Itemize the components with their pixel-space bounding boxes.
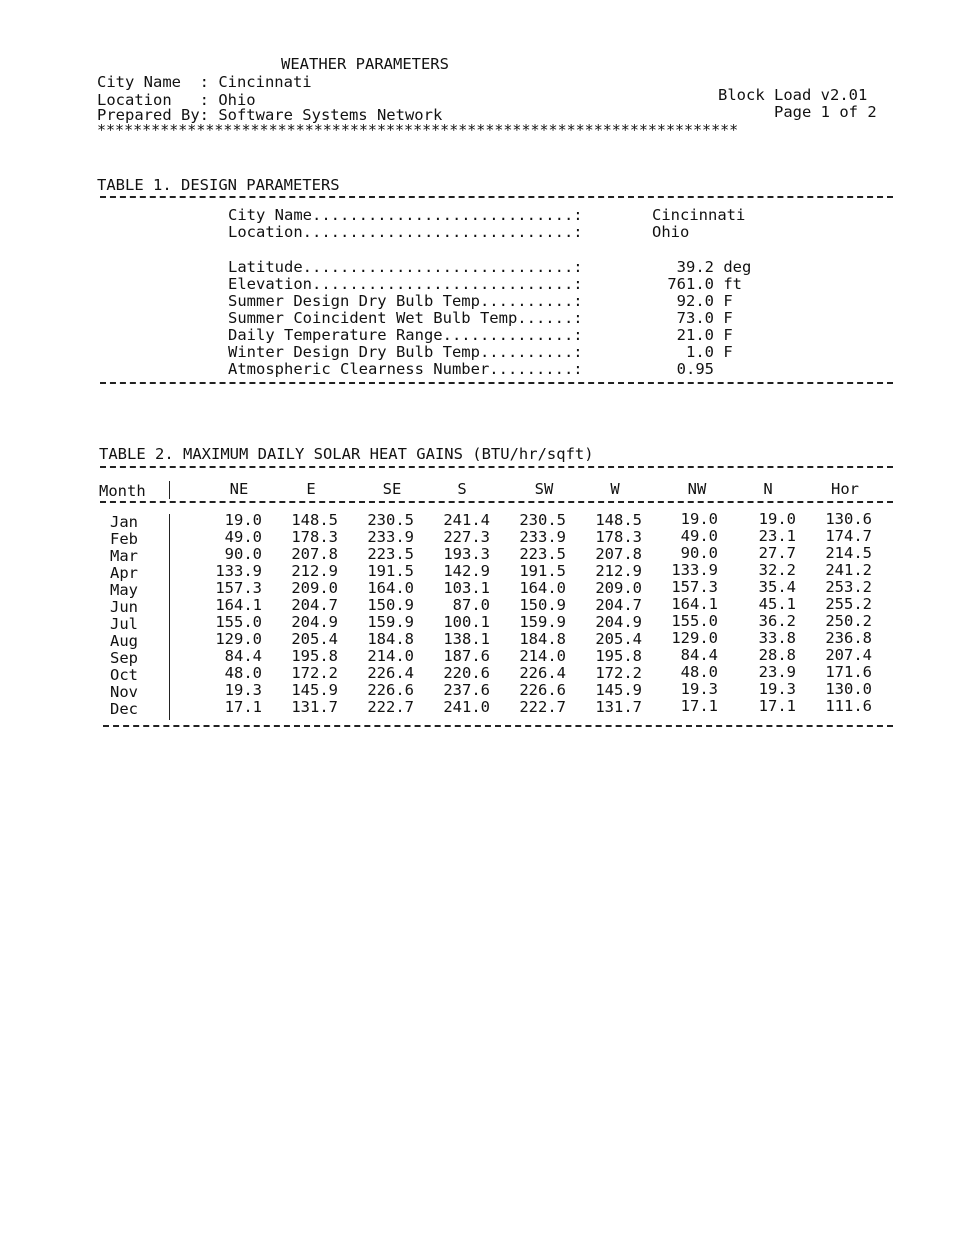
parameter-label: Summer Design Dry Bulb Temp..........: <box>228 292 583 310</box>
month-label: May <box>110 581 138 599</box>
table1-title: TABLE 1. DESIGN PARAMETERS <box>97 176 340 194</box>
parameter-row <box>228 258 788 275</box>
table-cell: 220.6 <box>443 664 490 682</box>
table-cell: 209.0 <box>291 579 338 597</box>
table-cell: 17.1 <box>224 698 262 716</box>
table-cell: 230.5 <box>519 511 566 529</box>
table-cell: 214.5 <box>825 544 872 562</box>
table-cell: 230.5 <box>367 511 414 529</box>
parameter-row <box>228 206 788 223</box>
table-cell: 129.0 <box>671 629 718 647</box>
page-number: Page 1 of 2 <box>774 103 877 121</box>
table-cell: 49.0 <box>680 527 718 545</box>
table-cell: 214.0 <box>367 647 414 665</box>
city-name-line: City Name : Cincinnati <box>97 73 312 91</box>
table-cell: 35.4 <box>758 578 796 596</box>
table-cell: 195.8 <box>595 647 642 665</box>
table-cell: 90.0 <box>224 545 262 563</box>
table-cell: 145.9 <box>291 681 338 699</box>
table-cell: 205.4 <box>291 630 338 648</box>
column-header-e: E <box>306 480 316 498</box>
table-cell: 212.9 <box>595 562 642 580</box>
table-cell: 226.4 <box>367 664 414 682</box>
header-divider <box>169 481 170 499</box>
table2-header-rule <box>100 501 893 503</box>
table-cell: 241.4 <box>443 511 490 529</box>
table-cell: 241.2 <box>825 561 872 579</box>
parameter-label: City Name............................: <box>228 206 583 224</box>
table-cell: 207.8 <box>595 545 642 563</box>
parameter-row <box>228 275 788 292</box>
table-cell: 226.4 <box>519 664 566 682</box>
table-cell: 48.0 <box>224 664 262 682</box>
table-cell: 195.8 <box>291 647 338 665</box>
table-cell: 148.5 <box>291 511 338 529</box>
table-cell: 214.0 <box>519 647 566 665</box>
table-cell: 90.0 <box>680 544 718 562</box>
table-cell: 84.4 <box>680 646 718 664</box>
table-cell: 227.3 <box>443 528 490 546</box>
table-cell: 28.8 <box>758 646 796 664</box>
table-cell: 133.9 <box>671 561 718 579</box>
table-cell: 253.2 <box>825 578 872 596</box>
table-cell: 23.9 <box>758 663 796 681</box>
month-label: Sep <box>110 649 138 667</box>
parameter-value: 73.0 F <box>658 309 733 327</box>
table-cell: 172.2 <box>291 664 338 682</box>
table-cell: 241.0 <box>443 698 490 716</box>
table-cell: 159.9 <box>367 613 414 631</box>
table-cell: 129.0 <box>215 630 262 648</box>
month-column-header: Month <box>99 482 146 500</box>
table-cell: 159.9 <box>519 613 566 631</box>
table-cell: 178.3 <box>291 528 338 546</box>
table-cell: 191.5 <box>367 562 414 580</box>
column-header-hor: Hor <box>831 480 859 498</box>
program-version: Block Load v2.01 <box>718 86 868 104</box>
month-label: Jul <box>110 615 138 633</box>
parameter-row <box>228 223 788 240</box>
parameter-label: Atmospheric Clearness Number.........: <box>228 360 583 378</box>
column-header-se: SE <box>382 480 402 498</box>
table-cell: 19.3 <box>680 680 718 698</box>
table-cell: 23.1 <box>758 527 796 545</box>
table-cell: 48.0 <box>680 663 718 681</box>
table-cell: 222.7 <box>519 698 566 716</box>
month-label: Jan <box>110 513 138 531</box>
table-cell: 204.7 <box>291 596 338 614</box>
column-header-nw: NW <box>687 480 707 498</box>
table-cell: 164.1 <box>215 596 262 614</box>
parameter-value: Cincinnati <box>652 206 746 224</box>
table-cell: 130.0 <box>825 680 872 698</box>
table-cell: 150.9 <box>519 596 566 614</box>
table-cell: 19.3 <box>224 681 262 699</box>
table-cell: 226.6 <box>367 681 414 699</box>
table-cell: 204.7 <box>595 596 642 614</box>
table-cell: 131.7 <box>291 698 338 716</box>
table-cell: 49.0 <box>224 528 262 546</box>
parameter-label: Summer Coincident Wet Bulb Temp......: <box>228 309 583 327</box>
parameter-row <box>228 309 788 326</box>
table-cell: 187.6 <box>443 647 490 665</box>
table-cell: 164.0 <box>519 579 566 597</box>
column-header-w: W <box>610 480 620 498</box>
column-header-ne: NE <box>229 480 249 498</box>
table-cell: 207.8 <box>291 545 338 563</box>
table-cell: 174.7 <box>825 527 872 545</box>
table-cell: 164.1 <box>671 595 718 613</box>
table-cell: 222.7 <box>367 698 414 716</box>
table2-bottom-rule <box>103 725 893 727</box>
table-cell: 36.2 <box>758 612 796 630</box>
parameter-label: Daily Temperature Range..............: <box>228 326 583 344</box>
table-cell: 33.8 <box>758 629 796 647</box>
month-label: Feb <box>110 530 138 548</box>
table-cell: 87.0 <box>452 596 490 614</box>
table-cell: 233.9 <box>367 528 414 546</box>
table2-title: TABLE 2. MAXIMUM DAILY SOLAR HEAT GAINS (BTU/hr/sqft) <box>99 445 594 463</box>
table-cell: 32.2 <box>758 561 796 579</box>
table2-top-rule <box>100 466 893 468</box>
table-cell: 178.3 <box>595 528 642 546</box>
table-cell: 131.7 <box>595 698 642 716</box>
parameter-value: 21.0 F <box>658 326 733 344</box>
table-cell: 100.1 <box>443 613 490 631</box>
table-cell: 205.4 <box>595 630 642 648</box>
table-cell: 19.0 <box>224 511 262 529</box>
table-cell: 150.9 <box>367 596 414 614</box>
table-cell: 103.1 <box>443 579 490 597</box>
month-divider <box>169 514 170 720</box>
table-cell: 184.8 <box>519 630 566 648</box>
parameter-label: Location.............................: <box>228 223 583 241</box>
month-label: Nov <box>110 683 138 701</box>
prepared-by-line: Prepared By: Software Systems Network <box>97 106 443 124</box>
parameter-row <box>228 326 788 343</box>
parameter-row <box>228 360 788 377</box>
parameter-label: Winter Design Dry Bulb Temp..........: <box>228 343 583 361</box>
parameter-label: Latitude.............................: <box>228 258 583 276</box>
table-cell: 19.0 <box>758 510 796 528</box>
parameter-value: 92.0 F <box>658 292 733 310</box>
table-cell: 223.5 <box>519 545 566 563</box>
table-cell: 157.3 <box>215 579 262 597</box>
table-cell: 84.4 <box>224 647 262 665</box>
column-header-n: N <box>763 480 773 498</box>
table-cell: 138.1 <box>443 630 490 648</box>
table-cell: 204.9 <box>291 613 338 631</box>
parameter-label: Elevation............................: <box>228 275 583 293</box>
table-cell: 142.9 <box>443 562 490 580</box>
month-label: Mar <box>110 547 138 565</box>
table-cell: 212.9 <box>291 562 338 580</box>
table-cell: 184.8 <box>367 630 414 648</box>
table1-bottom-rule <box>100 382 893 384</box>
month-label: Dec <box>110 700 138 718</box>
table-cell: 45.1 <box>758 595 796 613</box>
table-cell: 209.0 <box>595 579 642 597</box>
table-cell: 207.4 <box>825 646 872 664</box>
table-cell: 111.6 <box>825 697 872 715</box>
parameter-row <box>228 343 788 360</box>
table-cell: 130.6 <box>825 510 872 528</box>
parameter-value: 39.2 deg <box>658 258 752 276</box>
parameter-row <box>228 292 788 309</box>
table-cell: 255.2 <box>825 595 872 613</box>
location-line: Location : Ohio <box>97 91 256 109</box>
month-label: Apr <box>110 564 138 582</box>
month-label: Jun <box>110 598 138 616</box>
table-cell: 155.0 <box>671 612 718 630</box>
table-cell: 226.6 <box>519 681 566 699</box>
report-title: WEATHER PARAMETERS <box>281 55 449 73</box>
month-label: Oct <box>110 666 138 684</box>
table-cell: 250.2 <box>825 612 872 630</box>
column-header-s: S <box>457 480 467 498</box>
table-cell: 233.9 <box>519 528 566 546</box>
month-label: Aug <box>110 632 138 650</box>
column-header-sw: SW <box>534 480 554 498</box>
table-cell: 164.0 <box>367 579 414 597</box>
table-cell: 19.0 <box>680 510 718 528</box>
table-cell: 193.3 <box>443 545 490 563</box>
table-cell: 172.2 <box>595 664 642 682</box>
table-cell: 236.8 <box>825 629 872 647</box>
table-cell: 157.3 <box>671 578 718 596</box>
table-cell: 145.9 <box>595 681 642 699</box>
table-cell: 148.5 <box>595 511 642 529</box>
table-cell: 171.6 <box>825 663 872 681</box>
table-cell: 155.0 <box>215 613 262 631</box>
parameter-value: 0.95 <box>658 360 714 378</box>
table1-top-rule <box>100 196 893 198</box>
star-separator: *********************************************************************** <box>97 121 739 135</box>
parameter-value: 1.0 F <box>658 343 733 361</box>
parameter-value: 761.0 ft <box>658 275 742 293</box>
table-cell: 27.7 <box>758 544 796 562</box>
table-cell: 133.9 <box>215 562 262 580</box>
table-cell: 17.1 <box>758 697 796 715</box>
table-cell: 237.6 <box>443 681 490 699</box>
table-cell: 17.1 <box>680 697 718 715</box>
table-cell: 191.5 <box>519 562 566 580</box>
parameter-value: Ohio <box>652 223 690 241</box>
table-cell: 19.3 <box>758 680 796 698</box>
table-cell: 204.9 <box>595 613 642 631</box>
table-cell: 223.5 <box>367 545 414 563</box>
